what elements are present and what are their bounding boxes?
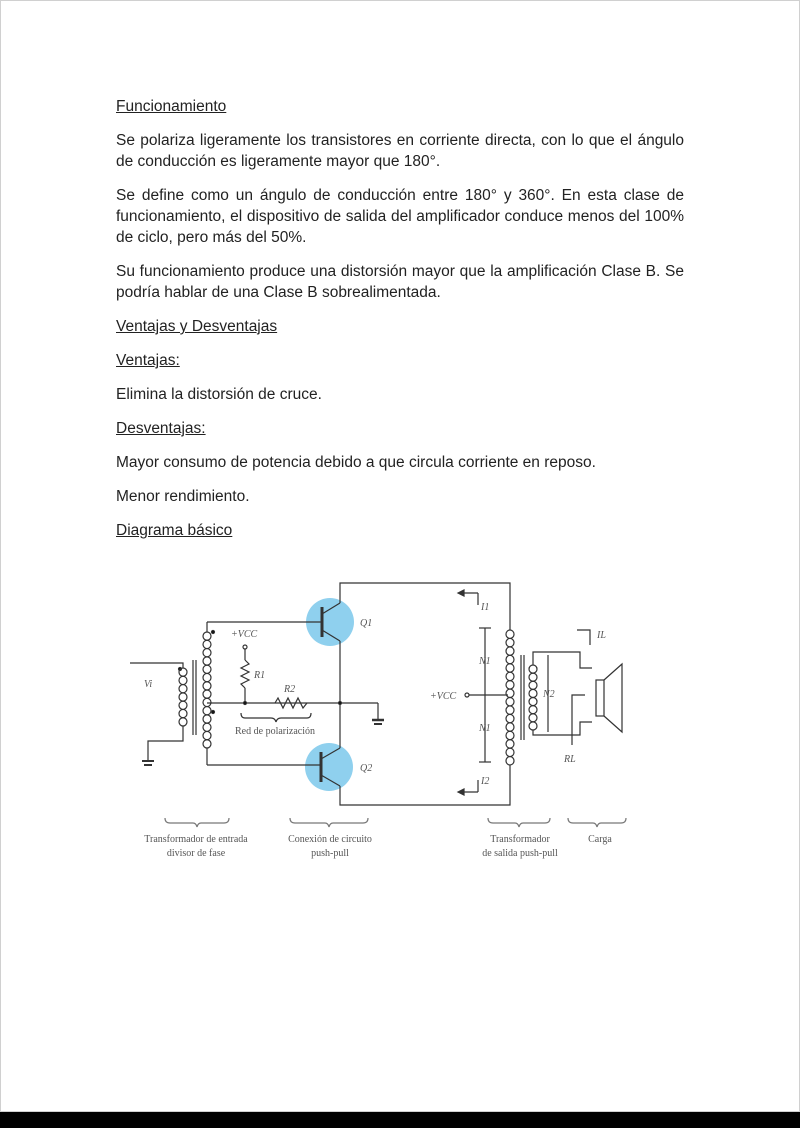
output-primary-coil-turn [506, 681, 514, 689]
bottom-bar [0, 1112, 800, 1128]
heading-ventajas-desventajas: Ventajas y Desventajas [116, 318, 278, 335]
caption-braces [165, 818, 626, 827]
label-vcc-right: +VCC [430, 691, 457, 702]
heading-desventajas: Desventajas: [116, 420, 206, 437]
q2-highlight [305, 743, 353, 791]
paragraph: Mayor consumo de potencia debido a que circula corriente en reposo. [116, 454, 596, 471]
output-primary-coil-turn [506, 689, 514, 697]
output-primary-coil-turn [506, 740, 514, 748]
input-primary-coil-turn [179, 709, 187, 717]
label-rl: RL [564, 754, 576, 765]
input-secondary-coil-turn [203, 673, 211, 681]
paragraph: Se polariza ligeramente los transistores en corriente directa, con lo que el ángulo de conducción es ligeramente mayor que 180°. [116, 132, 684, 170]
label-il: IL [597, 630, 606, 641]
transistor-q2 [207, 748, 340, 786]
label-r1: R1 [254, 670, 266, 681]
input-secondary-coil-turn [203, 632, 211, 640]
label-i2: I2 [481, 776, 490, 787]
input-primary-coil-turn [179, 693, 187, 701]
output-primary-coil-turn [506, 731, 514, 739]
label-vcc-left: +VCC [231, 629, 258, 640]
output-secondary-coil-turn [529, 722, 537, 730]
input-secondary-coil-turn [203, 707, 211, 715]
paragraph: Se define como un ángulo de conducción entre 180° y 360°. En esta clase de funcionamiento, el dispositivo de salida del amplificador conduce menos del 100% de ciclo, pero más del 50%. [116, 187, 684, 246]
heading-funcionamiento: Funcionamiento [116, 98, 227, 115]
output-secondary-coil-turn [529, 698, 537, 706]
output-secondary-coil-turn [529, 665, 537, 673]
label-vi: Vi [144, 679, 153, 690]
label-i1: I1 [481, 602, 490, 613]
caption-output-1: Transformador [490, 834, 550, 845]
paragraph: Elimina la distorsión de cruce. [116, 386, 322, 403]
output-primary-coil-turn [506, 638, 514, 646]
input-secondary-coil-turn [203, 723, 211, 731]
label-q2: Q2 [360, 763, 373, 774]
output-primary-coil-turn [506, 630, 514, 638]
input-primary-coil-turn [179, 668, 187, 676]
caption-input-1: Transformador de entrada [144, 834, 248, 845]
label-r2: R2 [284, 684, 296, 695]
output-primary-coil-turn [506, 714, 514, 722]
input-primary-coil-turn [179, 676, 187, 684]
speaker-icon [596, 664, 622, 732]
input-secondary-coil-turn [203, 682, 211, 690]
caption-pushpull-1: Conexión de circuito [288, 834, 372, 845]
paragraph: Su funcionamiento produce una distorsión mayor que la amplificación Clase B. Se podría hablar de una Clase B sobrealimentada. [116, 263, 684, 301]
output-primary-coil-turn [506, 748, 514, 756]
output-secondary-coil-turn [529, 714, 537, 722]
output-secondary-coil-turn [529, 706, 537, 714]
output-primary-coil-turn [506, 664, 514, 672]
output-primary-coil-turn [506, 723, 514, 731]
heading-diagrama: Diagrama básico [116, 522, 233, 539]
paragraph: Menor rendimiento. [116, 488, 250, 505]
label-n1-bottom: N1 [479, 723, 491, 734]
label-n1-top: N1 [479, 656, 491, 667]
label-n2: N2 [543, 689, 555, 700]
caption-input-2: divisor de fase [166, 848, 226, 859]
input-primary-coil-turn [179, 685, 187, 693]
label-bias-network: Red de polarización [235, 726, 315, 737]
input-secondary-coil-turn [203, 715, 211, 723]
input-primary-coil-turn [179, 701, 187, 709]
output-secondary-coil-turn [529, 673, 537, 681]
output-primary-coil-turn [506, 706, 514, 714]
input-primary-coil-turn [179, 718, 187, 726]
input-secondary-coil-turn [203, 640, 211, 648]
output-primary-coil-turn [506, 698, 514, 706]
heading-ventajas: Ventajas: [116, 352, 180, 369]
input-secondary-coil-turn [203, 690, 211, 698]
output-primary-coil-turn [506, 672, 514, 680]
output-primary-coil-turn [506, 757, 514, 765]
caption-output-2: de salida push-pull [482, 848, 558, 859]
output-primary-coil-turn [506, 655, 514, 663]
caption-load: Carga [588, 834, 612, 845]
output-secondary-coil-turn [529, 689, 537, 697]
output-primary-coil-turn [506, 647, 514, 655]
input-secondary-coil-turn [203, 649, 211, 657]
output-secondary-coil-turn [529, 681, 537, 689]
label-q1: Q1 [360, 618, 373, 629]
input-secondary-coil-turn [203, 731, 211, 739]
bias-network [207, 645, 384, 724]
caption-pushpull-2: push-pull [311, 848, 349, 859]
input-secondary-coil-turn [203, 657, 211, 665]
input-secondary-coil-turn [203, 740, 211, 748]
input-secondary-coil-turn [203, 665, 211, 673]
